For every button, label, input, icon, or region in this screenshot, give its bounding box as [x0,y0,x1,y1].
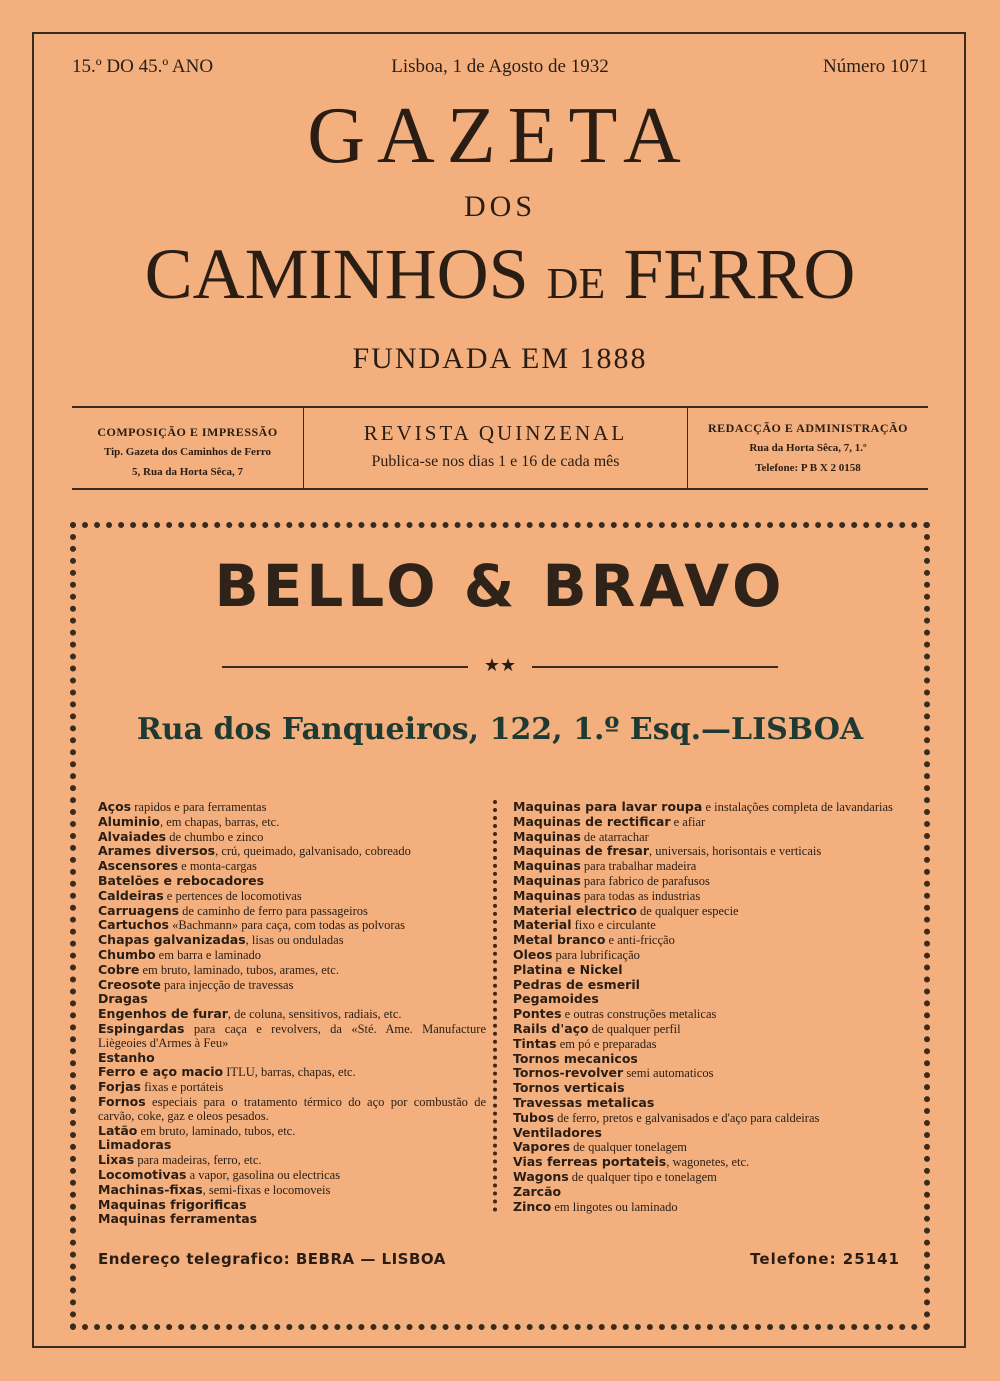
product-item [513,918,903,933]
product-description: em barra e laminado [155,947,262,962]
administration-title: REDACÇÃO E ADMINISTRAÇÃO [707,421,908,435]
product-item [513,889,903,904]
product-item [98,1124,486,1139]
product-item [98,978,486,993]
product-description: de qualquer perfil [588,1021,681,1036]
product-description: , universais, horisontais e verticais [649,844,822,859]
product-item [98,918,486,933]
company-name: BELLO & BRAVO [214,552,786,620]
product-description: , wagonetes, etc. [666,1155,750,1170]
product-item [513,1037,903,1052]
product-name: Maquinas [513,887,581,903]
product-item [98,1153,486,1168]
product-item [513,992,903,1007]
product-name: Tintas [513,1035,557,1051]
product-name: Material electrico [513,902,637,918]
company-address: Rua dos Fanqueiros, 122, 1.º Esq.—LISBOA [136,712,864,747]
product-description: em bruto, laminado, tubos, arames, etc. [139,962,339,977]
product-item [98,904,486,919]
product-description: e outras construções metalicas [561,1007,717,1022]
product-description: para injecção de travessas [160,977,294,992]
product-item [513,844,903,859]
masthead-caminhos-de-ferro [0,234,1000,314]
masthead-de: DE [546,259,606,308]
product-description: e instalações completa de lavandarias [702,800,893,814]
administration-info [688,408,928,488]
product-description: em pó e preparadas [556,1036,657,1051]
product-description: semi automaticos [623,1066,714,1081]
product-item [513,1081,903,1096]
administration-line3: Telefone: P B X 2 0158 [755,462,861,474]
product-name: Aluminio [98,813,160,829]
issue-label: 15.º DO 45.º ANO [72,56,214,77]
product-item [98,963,486,978]
product-name: Latão [98,1122,138,1138]
product-item [98,874,486,889]
product-description: de ferro, pretos e galvanisados e d'aço para caldeiras [554,1110,820,1125]
product-name: Travessas metalicas [513,1094,655,1110]
administration-line2: Rua da Horta Sêca, 7, 1.º [749,442,867,454]
product-item [513,830,903,845]
product-name: Pontes [513,1006,562,1022]
product-item [98,1198,486,1213]
product-name: Machinas-fixas [98,1181,203,1197]
product-item [513,800,903,815]
product-description: , crú, queimado, galvanisado, cobreado [215,844,411,859]
product-name: Platina e Nickel [513,961,623,977]
product-item [513,1066,903,1081]
product-name: Maquinas de rectificar [513,813,671,829]
masthead-gazeta: GAZETA [307,92,693,180]
product-item [513,1007,903,1022]
product-name: Tubos [513,1109,555,1125]
revista-subtitle: Publica-se nos dias 1 e 16 de cada mês [371,453,620,470]
periodicity-info [304,408,688,488]
printing-line2: Tip. Gazeta dos Caminhos de Ferro [103,446,272,458]
product-description: para madeiras, ferro, etc. [134,1153,262,1168]
product-name: Ventiladores [513,1124,602,1140]
product-description: , lisas ou onduladas [245,933,344,948]
product-name: Locomotivas [98,1166,187,1182]
telegraph-address: Endereço telegrafico: BEBRA — LISBOA [98,1250,446,1268]
product-item [513,874,903,889]
product-item [513,1185,903,1200]
product-item [513,904,903,919]
product-name: Metal branco [513,932,606,948]
product-name: Espingardas [98,1020,185,1036]
product-item [98,844,486,859]
product-name: Lixas [98,1152,135,1168]
product-item [98,1022,486,1051]
revista-title: REVISTA QUINZENAL [363,421,628,445]
ornament-rule-left [222,666,468,668]
product-name: Maquinas de fresar [513,843,650,859]
product-item [98,859,486,874]
product-item [98,815,486,830]
product-description: de qualquer tipo e tonelagem [568,1169,717,1184]
product-item [98,1168,486,1183]
issue-number: Número 1071 [822,56,928,77]
product-item [98,1007,486,1022]
product-item [513,1170,903,1185]
product-item [98,933,486,948]
telephone-number: Telefone: 25141 [750,1250,900,1268]
masthead-dos: DOS [463,190,536,223]
product-description: especiais para o tratamento térmico do aço por combustão de carvão, coke, gaz e oleos pesados. [98,1094,486,1123]
products-list-right [513,800,903,1214]
product-item [98,830,486,845]
product-name: Chumbo [98,946,156,962]
product-description: para caça e revolvers, da «Sté. Ame. Manufacture Liègeoies d'Armes à Feu» [98,1021,486,1050]
product-name: Batelões e rebocadores [98,872,265,888]
product-description: e anti-fricção [605,933,675,948]
product-name: Engenhos de furar [98,1006,228,1022]
product-description: de qualquer especie [636,903,739,918]
product-name: Pedras de esmeril [513,976,640,992]
product-name: Vias ferreas portateis [513,1154,667,1170]
product-description: «Bachmann» para caça, com todas as polvoras [168,918,406,933]
product-description: , semi-fixas e locomoveis [202,1182,331,1197]
product-item [98,992,486,1007]
products-list-left [98,800,486,1227]
product-description: para todas as industrias [580,888,701,903]
product-name: Alvaiades [98,828,167,844]
product-item [513,1111,903,1126]
product-name: Vapores [513,1139,571,1155]
ornament-stars-icon: ★★ [483,655,517,676]
product-name: Maquinas [513,858,581,874]
product-name: Maquinas [513,828,581,844]
product-name: Pegamoides [513,991,599,1007]
product-description: e pertences de locomotivas [163,888,302,903]
ornament-rule-right [532,666,778,668]
product-description: em lingotes ou laminado [551,1199,678,1214]
product-name: Maquinas ferramentas [98,1211,258,1227]
product-description: de atarrachar [580,829,649,844]
product-name: Caldeiras [98,887,164,903]
product-name: Maquinas frigorificas [98,1196,247,1212]
product-description: para fabrico de parafusos [580,873,710,888]
product-item [98,1183,486,1198]
product-name: Tornos mecanicos [513,1050,638,1066]
product-name: Cartuchos [98,917,169,933]
product-description: e afiar [670,814,706,829]
product-name: Maquinas para lavar roupa [513,799,703,814]
product-name: Forjas [98,1079,141,1095]
product-item [513,1096,903,1111]
product-item [98,889,486,904]
header-line [72,56,928,82]
product-item [513,1052,903,1067]
product-description: e monta-cargas [178,859,257,874]
product-item [513,1155,903,1170]
product-name: Aços [98,799,132,814]
product-name: Carruagens [98,902,180,918]
product-item [513,963,903,978]
info-band [72,406,928,490]
product-name: Chapas galvanizadas [98,932,246,948]
product-description: fixo e circulante [571,918,656,933]
product-item [513,1200,903,1215]
product-name: Ascensores [98,858,179,874]
product-name: Dragas [98,991,148,1007]
product-description: para trabalhar madeira [580,859,697,874]
product-item [513,1022,903,1037]
product-item [513,1140,903,1155]
product-item [513,859,903,874]
printing-info [72,408,304,488]
product-name: Arames diversos [98,843,216,859]
product-item [513,815,903,830]
product-name: Tornos-revolver [513,1065,624,1081]
product-name: Material [513,917,572,933]
product-item [513,948,903,963]
masthead-ferro: FERRO [623,234,856,314]
product-item [513,933,903,948]
product-description: fixas e portáteis [140,1080,224,1095]
product-description: de chumbo e zinco [166,829,264,844]
product-name: Zarcão [513,1183,562,1199]
product-name: Oleos [513,946,553,962]
product-description: , em chapas, barras, etc. [159,814,280,829]
product-name: Tornos verticais [513,1080,625,1096]
product-description: rapidos e para ferramentas [131,800,267,814]
printing-title: COMPOSIÇÃO E IMPRESSÃO [97,425,278,439]
product-description: em bruto, laminado, tubos, etc. [137,1123,296,1138]
product-item [513,978,903,993]
product-name: Limadoras [98,1137,172,1153]
product-item [98,948,486,963]
date-label: Lisboa, 1 de Agosto de 1932 [391,56,609,77]
product-description: , de coluna, sensitivos, radiais, etc. [227,1007,402,1022]
product-item [98,1065,486,1080]
product-name: Estanho [98,1049,155,1065]
product-name: Zinco [513,1198,552,1214]
product-item [98,1095,486,1124]
product-description: de caminho de ferro para passageiros [179,903,368,918]
product-name: Creosote [98,976,161,992]
product-item [98,1212,486,1227]
column-divider [493,800,497,1212]
product-item [98,1051,486,1066]
product-name: Ferro e aço macio [98,1064,224,1080]
product-name: Wagons [513,1168,569,1184]
product-description: para lubrificação [552,947,640,962]
product-description: ITLU, barras, chapas, etc. [223,1065,356,1080]
product-name: Cobre [98,961,140,977]
product-description: a vapor, gasolina ou electricas [186,1167,341,1182]
product-name: Maquinas [513,872,581,888]
product-item [513,1126,903,1141]
product-item [98,1138,486,1153]
product-item [98,1080,486,1095]
product-item [98,800,486,815]
founded-line: FUNDADA EM 1888 [352,342,648,375]
printing-line3: 5, Rua da Horta Sêca, 7 [132,466,243,478]
product-description: de qualquer tonelagem [570,1140,688,1155]
masthead-caminhos: CAMINHOS [144,234,529,314]
product-name: Fornos [98,1093,146,1109]
product-name: Rails d'aço [513,1020,589,1036]
